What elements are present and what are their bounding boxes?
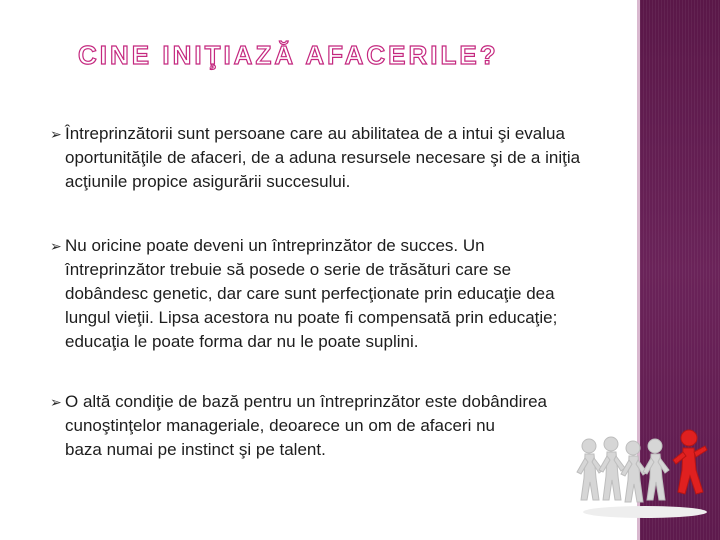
- bullet-item: [50, 234, 640, 354]
- bullet-text: O altă condiţie de bază pentru un întreprinzător este dobândirea cunoştinţelor manageriale, deoarece un om de afaceri nu baza numai pe instinct şi pe talent.: [65, 392, 547, 459]
- bullet-item: [50, 390, 640, 462]
- arrow-bullet-icon: ➢: [50, 238, 62, 254]
- bullet-text: Nu oricine poate deveni un întreprinzător de succes. Un întreprinzător trebuie să posede o serie de trăsături care se dobândesc genetic, dar care sunt perfecţionate prin educaţie dea lungul vieţii. Lipsa acestora nu poate fi compensată prin educaţie; educaţia le poate forma dar nu le poate suplini.: [65, 236, 558, 351]
- bullet-item: [50, 122, 640, 194]
- runners-leader-icon: [575, 420, 710, 520]
- arrow-bullet-icon: ➢: [50, 126, 62, 142]
- bullet-text: Întreprinzătorii sunt persoane care au abilitatea de a intui şi evalua oportunităţile de afaceri, de a aduna resursele necesare şi de a iniţia acţiunile propice asigurării succesului.: [65, 124, 581, 191]
- slide-title: CINE INIŢIAZĂ AFACERILE?: [78, 40, 499, 70]
- arrow-bullet-icon: ➢: [50, 394, 62, 410]
